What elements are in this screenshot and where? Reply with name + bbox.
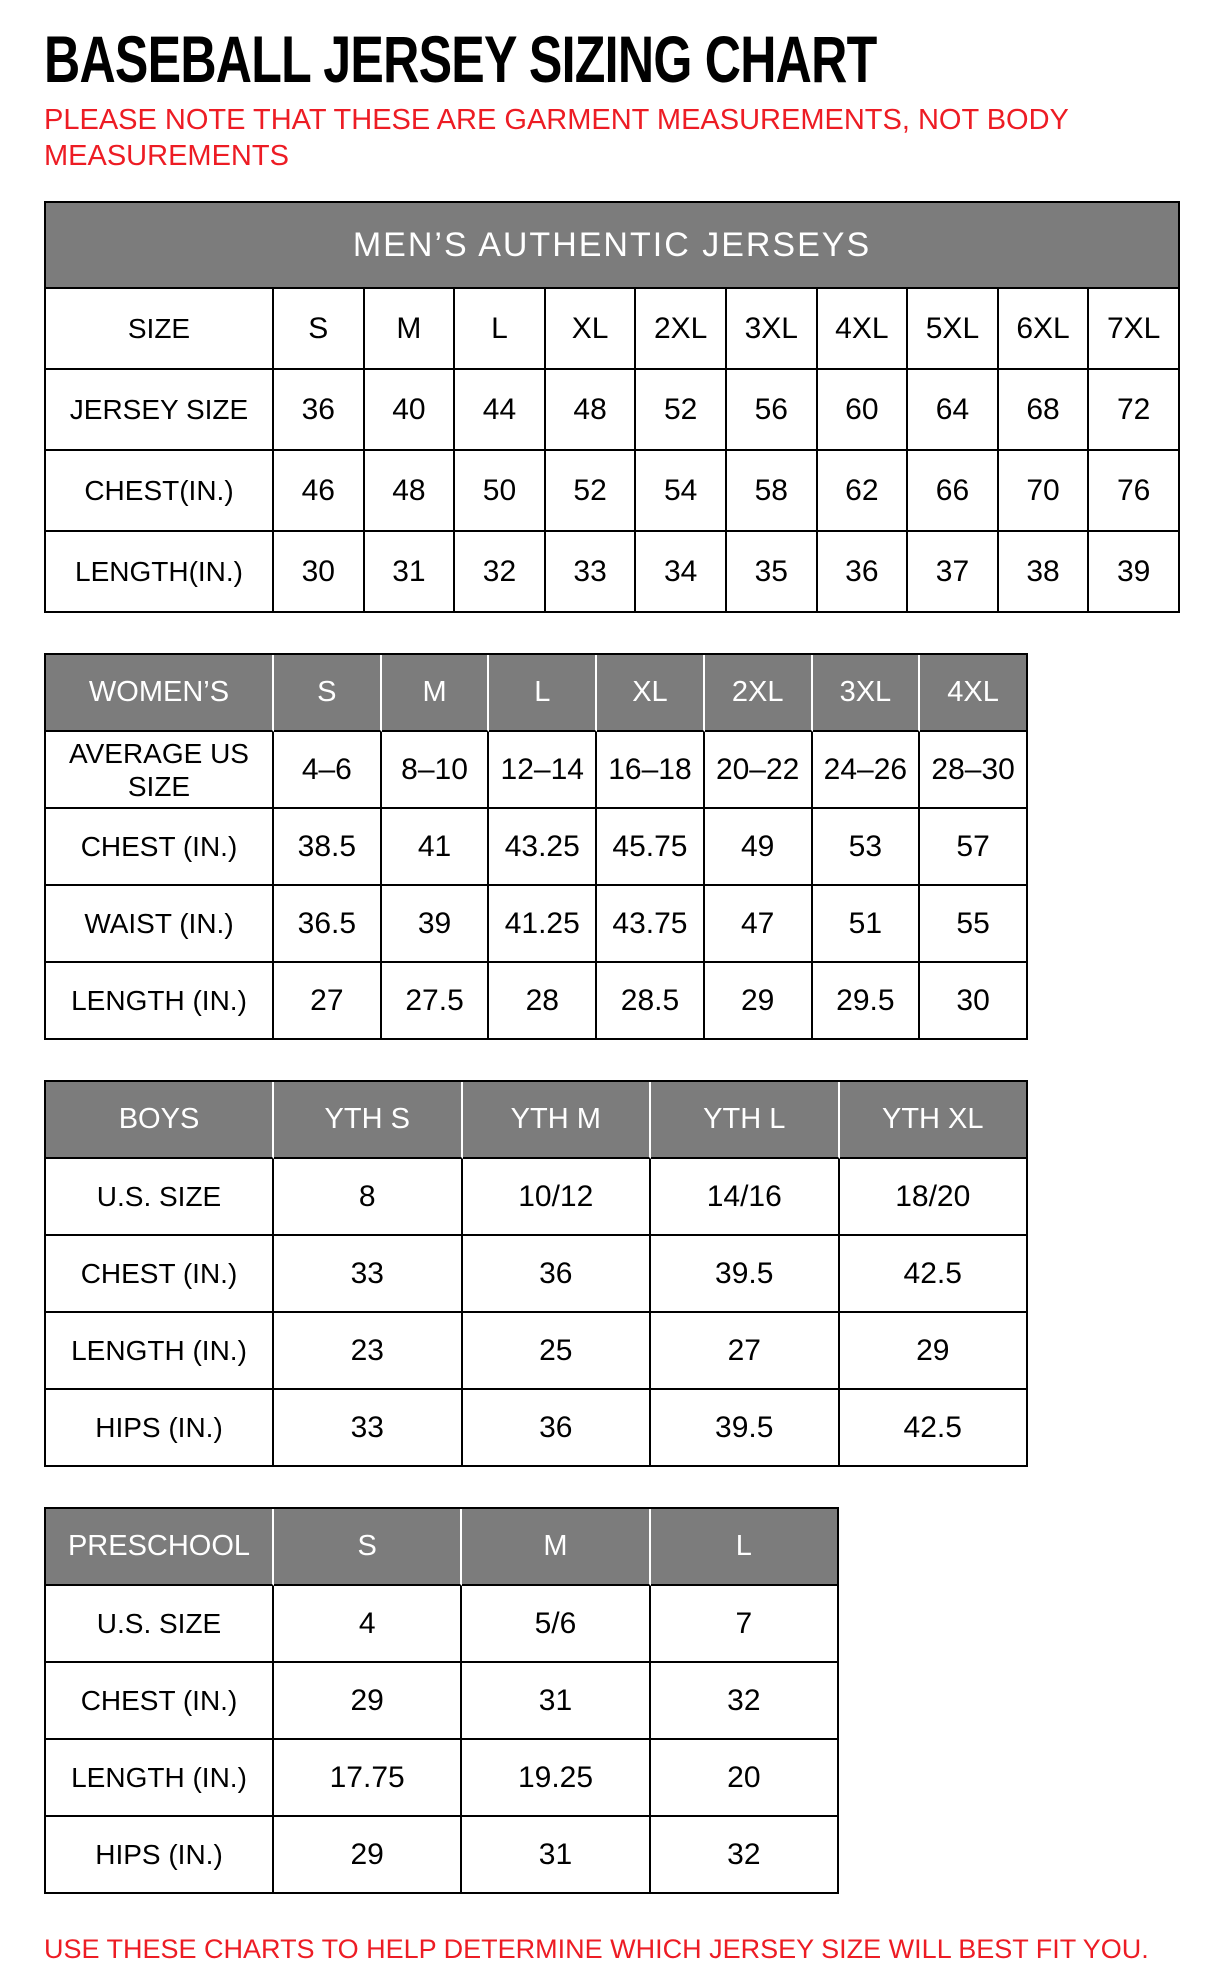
table-cell: 50 <box>455 451 546 532</box>
table-cell: 39.5 <box>651 1390 840 1467</box>
table-cell: 58 <box>727 451 818 532</box>
row-label: U.S. SIZE <box>46 1159 274 1236</box>
boys-sizing-table <box>44 1080 1028 1467</box>
table-cell: 27 <box>274 963 382 1040</box>
table-row <box>46 1817 839 1894</box>
table-cell: 6XL <box>999 289 1090 370</box>
mens-authentic-jerseys-table <box>44 201 1180 613</box>
table-cell: 37 <box>908 532 999 613</box>
row-label: CHEST (IN.) <box>46 1663 274 1740</box>
table-cell: 72 <box>1089 370 1180 451</box>
column-header: YTH M <box>463 1082 652 1159</box>
table-row <box>46 732 1028 809</box>
table-cell: 29 <box>705 963 813 1040</box>
table-cell: 43.25 <box>489 809 597 886</box>
table-group-label: BOYS <box>46 1082 274 1159</box>
table-cell: 44 <box>455 370 546 451</box>
table-cell: 28–30 <box>920 732 1028 809</box>
table-cell: M <box>365 289 456 370</box>
row-label: AVERAGE US SIZE <box>46 732 274 809</box>
table-cell: 48 <box>546 370 637 451</box>
table-cell: 31 <box>365 532 456 613</box>
table-cell: 36 <box>463 1236 652 1313</box>
table-header-row <box>46 1082 1028 1159</box>
table-row <box>46 1390 1028 1467</box>
table-cell: XL <box>546 289 637 370</box>
table-row <box>46 451 1180 532</box>
row-label: CHEST (IN.) <box>46 809 274 886</box>
table-cell: 2XL <box>636 289 727 370</box>
table-cell: 76 <box>1089 451 1180 532</box>
table-cell: 27.5 <box>382 963 490 1040</box>
table-row <box>46 1740 839 1817</box>
table-cell: 64 <box>908 370 999 451</box>
table-cell: 29.5 <box>813 963 921 1040</box>
column-header: S <box>274 1509 462 1586</box>
table-cell: 51 <box>813 886 921 963</box>
table-cell: 34 <box>636 532 727 613</box>
table-cell: 40 <box>365 370 456 451</box>
row-label: LENGTH (IN.) <box>46 1313 274 1390</box>
table-cell: 27 <box>651 1313 840 1390</box>
table-cell: 53 <box>813 809 921 886</box>
column-header: S <box>274 655 382 732</box>
table-cell: 42.5 <box>840 1236 1029 1313</box>
table-cell: L <box>455 289 546 370</box>
table-group-label: WOMEN’S <box>46 655 274 732</box>
table-cell: 41 <box>382 809 490 886</box>
table-cell: 33 <box>274 1236 463 1313</box>
preschool-sizing-table <box>44 1507 839 1894</box>
column-header: YTH S <box>274 1082 463 1159</box>
row-label: SIZE <box>46 289 274 370</box>
table-cell: 62 <box>818 451 909 532</box>
table-cell: 20 <box>651 1740 839 1817</box>
row-label: HIPS (IN.) <box>46 1390 274 1467</box>
table-cell: 36.5 <box>274 886 382 963</box>
table-cell: S <box>274 289 365 370</box>
column-header: 2XL <box>705 655 813 732</box>
table-cell: 28.5 <box>597 963 705 1040</box>
row-label: LENGTH(IN.) <box>46 532 274 613</box>
column-header: XL <box>597 655 705 732</box>
table-cell: 36 <box>274 370 365 451</box>
column-header: YTH XL <box>840 1082 1029 1159</box>
table-cell: 32 <box>455 532 546 613</box>
table-row <box>46 1236 1028 1313</box>
table-cell: 33 <box>274 1390 463 1467</box>
table-cell: 43.75 <box>597 886 705 963</box>
row-label: LENGTH (IN.) <box>46 963 274 1040</box>
column-header: L <box>651 1509 839 1586</box>
row-label: CHEST(IN.) <box>46 451 274 532</box>
table-cell: 8 <box>274 1159 463 1236</box>
table-cell: 35 <box>727 532 818 613</box>
table-title-banner: MEN’S AUTHENTIC JERSEYS <box>46 203 1180 289</box>
table-cell: 70 <box>999 451 1090 532</box>
table-cell: 32 <box>651 1663 839 1740</box>
table-cell: 7 <box>651 1586 839 1663</box>
table-cell: 54 <box>636 451 727 532</box>
table-row <box>46 289 1180 370</box>
row-label: HIPS (IN.) <box>46 1817 274 1894</box>
table-cell: 5XL <box>908 289 999 370</box>
table-cell: 52 <box>546 451 637 532</box>
table-cell: 16–18 <box>597 732 705 809</box>
table-row <box>46 1663 839 1740</box>
table-cell: 55 <box>920 886 1028 963</box>
table-cell: 66 <box>908 451 999 532</box>
table-cell: 24–26 <box>813 732 921 809</box>
row-label: U.S. SIZE <box>46 1586 274 1663</box>
table-cell: 4XL <box>818 289 909 370</box>
table-cell: 30 <box>920 963 1028 1040</box>
table-cell: 5/6 <box>462 1586 650 1663</box>
table-row <box>46 1313 1028 1390</box>
table-cell: 28 <box>489 963 597 1040</box>
table-row <box>46 886 1028 963</box>
table-cell: 18/20 <box>840 1159 1029 1236</box>
page-title: BASEBALL JERSEY SIZING CHART <box>44 22 877 96</box>
table-cell: 30 <box>274 532 365 613</box>
table-cell: 38 <box>999 532 1090 613</box>
table-row <box>46 370 1180 451</box>
table-cell: 4 <box>274 1586 462 1663</box>
womens-sizing-table <box>44 653 1028 1040</box>
table-row <box>46 809 1028 886</box>
table-cell: 31 <box>462 1663 650 1740</box>
table-cell: 25 <box>463 1313 652 1390</box>
table-title-row <box>46 203 1180 289</box>
table-cell: 57 <box>920 809 1028 886</box>
table-cell: 60 <box>818 370 909 451</box>
table-cell: 39 <box>1089 532 1180 613</box>
table-row <box>46 963 1028 1040</box>
table-cell: 12–14 <box>489 732 597 809</box>
table-cell: 8–10 <box>382 732 490 809</box>
column-header: M <box>382 655 490 732</box>
table-header-row <box>46 655 1028 732</box>
table-cell: 14/16 <box>651 1159 840 1236</box>
table-cell: 39.5 <box>651 1236 840 1313</box>
table-cell: 31 <box>462 1817 650 1894</box>
column-header: 3XL <box>813 655 921 732</box>
table-row <box>46 1159 1028 1236</box>
table-cell: 32 <box>651 1817 839 1894</box>
column-header: 4XL <box>920 655 1028 732</box>
table-cell: 46 <box>274 451 365 532</box>
column-header: M <box>462 1509 650 1586</box>
table-cell: 20–22 <box>705 732 813 809</box>
table-cell: 23 <box>274 1313 463 1390</box>
table-cell: 36 <box>463 1390 652 1467</box>
table-cell: 56 <box>727 370 818 451</box>
table-cell: 41.25 <box>489 886 597 963</box>
table-cell: 3XL <box>727 289 818 370</box>
row-label: LENGTH (IN.) <box>46 1740 274 1817</box>
table-cell: 7XL <box>1089 289 1180 370</box>
table-cell: 4–6 <box>274 732 382 809</box>
table-cell: 39 <box>382 886 490 963</box>
row-label: CHEST (IN.) <box>46 1236 274 1313</box>
garment-measurement-note: PLEASE NOTE THAT THESE ARE GARMENT MEASUREMENTS, NOT BODY MEASUREMENTS <box>44 104 1069 173</box>
table-group-label: PRESCHOOL <box>46 1509 274 1586</box>
table-cell: 10/12 <box>463 1159 652 1236</box>
table-cell: 38.5 <box>274 809 382 886</box>
table-cell: 45.75 <box>597 809 705 886</box>
table-cell: 19.25 <box>462 1740 650 1817</box>
column-header: L <box>489 655 597 732</box>
row-label: JERSEY SIZE <box>46 370 274 451</box>
row-label: WAIST (IN.) <box>46 886 274 963</box>
table-row <box>46 532 1180 613</box>
table-cell: 17.75 <box>274 1740 462 1817</box>
table-cell: 49 <box>705 809 813 886</box>
table-cell: 47 <box>705 886 813 963</box>
table-cell: 48 <box>365 451 456 532</box>
table-cell: 36 <box>818 532 909 613</box>
table-cell: 42.5 <box>840 1390 1029 1467</box>
column-header: YTH L <box>651 1082 840 1159</box>
table-cell: 33 <box>546 532 637 613</box>
table-header-row <box>46 1509 839 1586</box>
table-cell: 29 <box>274 1817 462 1894</box>
table-cell: 29 <box>274 1663 462 1740</box>
table-cell: 29 <box>840 1313 1029 1390</box>
fit-advice-note: USE THESE CHARTS TO HELP DETERMINE WHICH JERSEY SIZE WILL BEST FIT YOU. <box>44 1934 1149 1965</box>
table-cell: 68 <box>999 370 1090 451</box>
table-cell: 52 <box>636 370 727 451</box>
table-row <box>46 1586 839 1663</box>
